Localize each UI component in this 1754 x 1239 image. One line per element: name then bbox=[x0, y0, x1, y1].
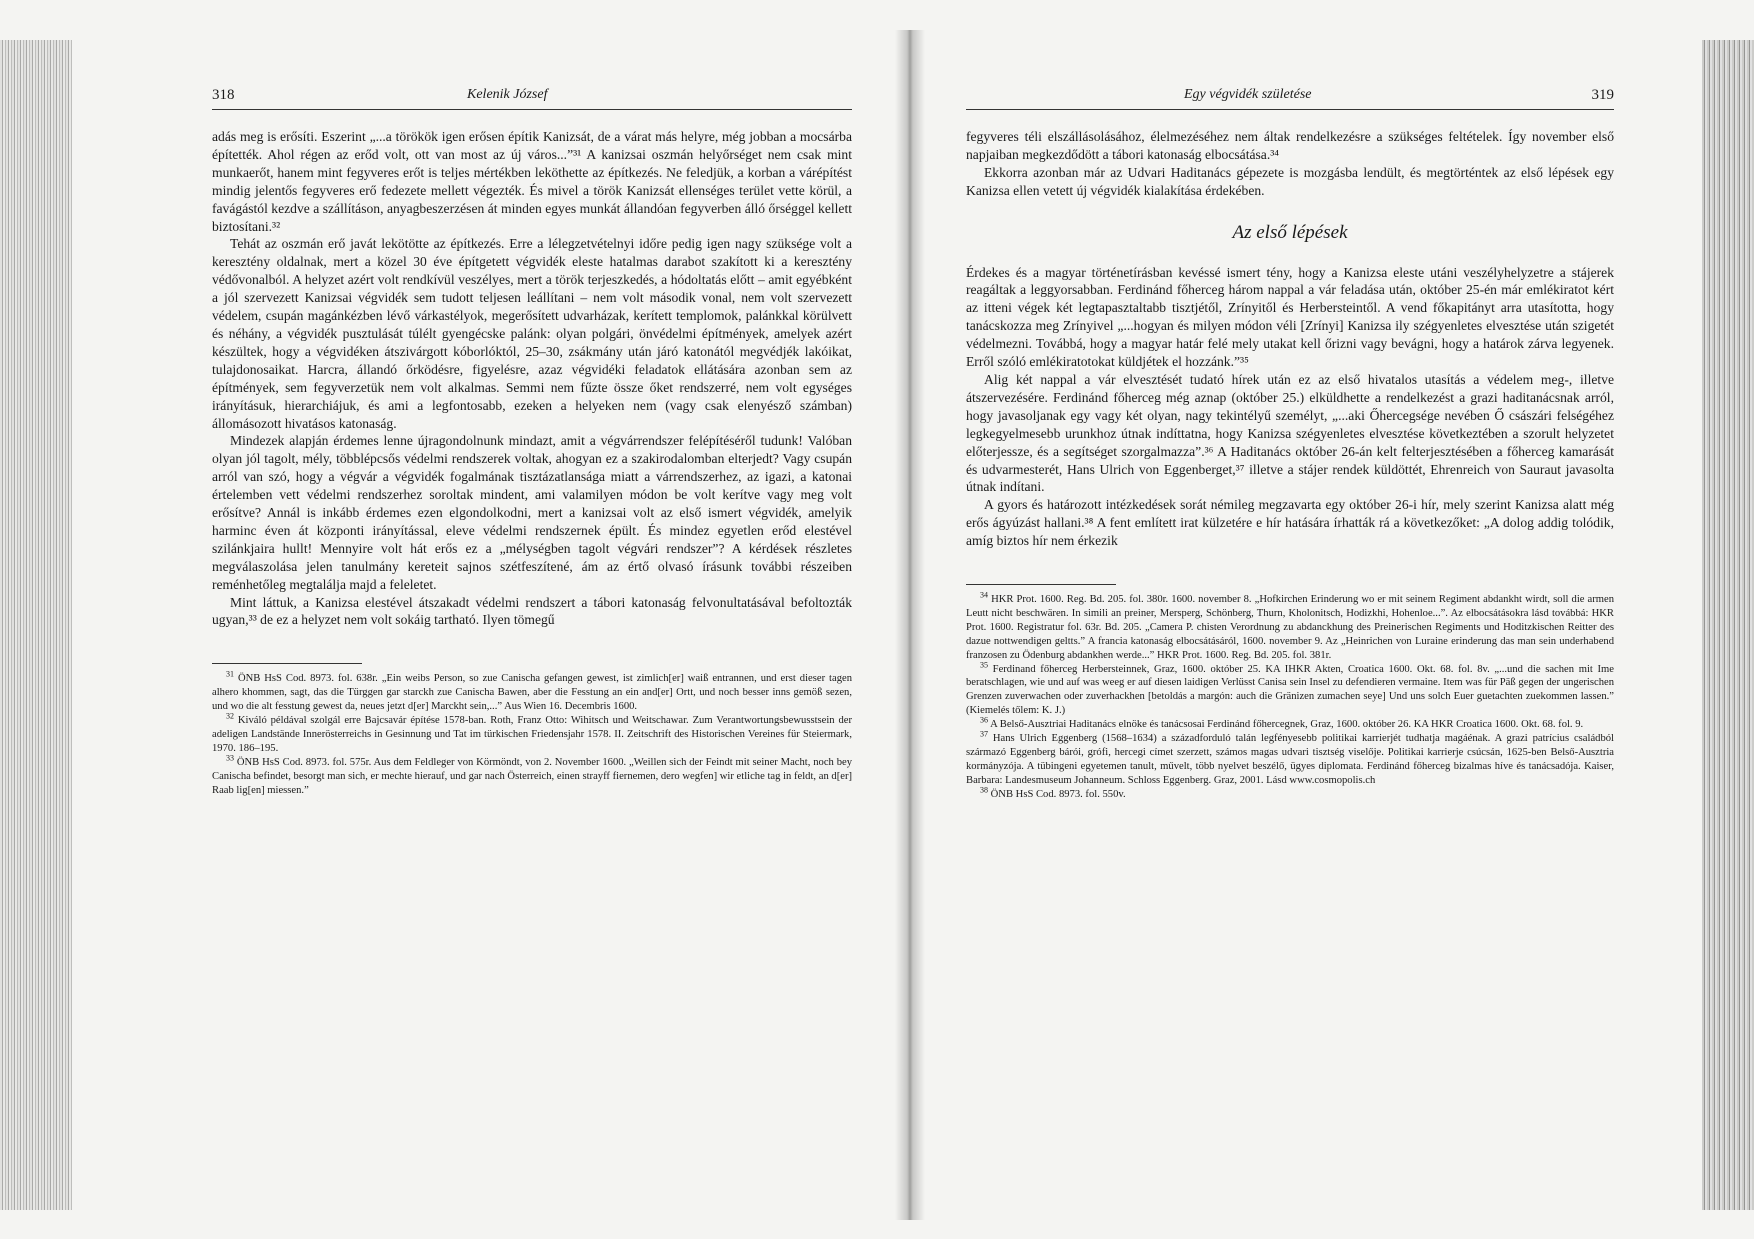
footnote-text: HKR Prot. 1600. Reg. Bd. 205. fol. 380r. 1600. november 8. „Hofkirchen Erinderung wo er mit seinem Regiment abdankht wirdt, soll die armen Leutt nicht beschwären. In simili an preiner, Mersperg, Schönberg, Thurn, Kholonitsch, Hodizkhi, Hohenloe...”. Az elbocsátásokra lásd továbbá: HKR Prot. 1600. Registratur fol. 63r. Bd. 205. „Camera P. chisten Verordnung zu abdanckhung des Preinerischen Regiments und Hoditzkischen Reitter des dazue nottwendigen geltts.” A francia katonaság elbocsátásáról, 1600. november 9. Az „Heinrichen von Luraine erinderung das man sein underhabend franzosen zu Ödenburg abdankhen werde...” HKR Prot. 1600. Reg. Bd. 205. fol. 381r. bbox=[966, 594, 1614, 661]
footnote-mark: 36 bbox=[980, 715, 988, 725]
footnote-mark: 37 bbox=[980, 729, 988, 739]
paragraph: Mindezek alapján érdemes lenne újragondolnunk mindazt, amit a végvárrendszer felépítéséről tudunk! Valóban olyan jól tagolt, mély, többlépcsős védelmi rendszerek voltak, ahogyan ez a szakirodalomban elterjedt? Vagy csupán arról van szó, hogy a végvár a végvidék fogalmának tisztázatlansága miatt a várrendszerhez, az igazi, a katonai értelemben vett védelmi rendszerhez soroltak mindent, ami valamilyen módon be volt kerítve vagy meg volt erősítve? Annál is inkább érdemes ezen elgondolkodni, mert a kanizsai volt az első ismert végvidék, amelyik harminc éven át központi irányítással, eleve védelmi rendszernek épült. És mindez egyetlen erőd elestével szilánkjaira hullt! Mennyire volt hát erős ez a „mélységben tagolt végvári rendszer”? A kérdések részletes megválaszolása jelen tanulmány kereteit sajnos szétfeszítené, ám az értő olvasó írásunk további részeiben reménhetőleg megtalálja majd a feleletet. bbox=[212, 433, 852, 592]
paragraph: Tehát az oszmán erő javát lekötötte az építkezés. Erre a lélegzetvételnyi időre pedig igen nagy szüksége volt a keresztény oldalnak, mert a közel 30 éve építgetett végvidék eleste hatalmas darabot szakított ki a keresztény védővonalból. A helyzet azért volt rendkívül veszélyes, mert a török terjeszkedés, a hódoltatás előtt – amit egyébként a jól szervezett Kanizsai végvidék sem tudott teljesen leállítani – nem volt második vonal, nem volt szervezett védelem, csupán magánkézben lévő várkastélyok, megerősített udvarházak, kerített templomok, palánkkal körülvett és néhány, a végvidék pusztulását túlélt gyengécske palánk: olyan polgári, önvédelmi építmények, amelyek azért készültek, hogy a végvidéken átszivárgott kóborlóktól, 25–30, zsákmány után járó katonától megvédjék lakóikat, tulajdonosaikat. Harcra, állandó őrködésre, figyelésre, azaz végvidéki feladatok ellátására azonban sem az építmények, sem fegyverzetük nem volt alkalmas. Semmi nem fűzte össze őket rendszerré, nem volt egységes irányításuk, hierarchiájuk, és ami a legfontosabb, ezeken a helyeken nem (vagy csak elenyésző számban) állomásozott hivatásos katonaság. bbox=[212, 236, 852, 431]
left-running-title: Kelenik József bbox=[467, 87, 548, 102]
left-body-text bbox=[212, 128, 852, 629]
paragraph: Ekkorra azonban már az Udvari Haditanács gépezete is mozgásba lendült, és megtörténtek az első lépések egy Kanizsa ellen vetett új végvidék kialakítása érdekében. bbox=[966, 164, 1614, 198]
footnote bbox=[966, 715, 1614, 732]
footnote-mark: 35 bbox=[980, 660, 988, 670]
footnote-mark: 38 bbox=[980, 785, 988, 795]
left-page-number: 318 bbox=[212, 87, 235, 103]
right-running-title: Egy végvidék születése bbox=[1184, 87, 1312, 102]
footnote-text: ÖNB HsS Cod. 8973. fol. 550v. bbox=[990, 788, 1126, 800]
right-page bbox=[966, 85, 1614, 802]
right-footnotes bbox=[966, 590, 1614, 802]
footnote bbox=[966, 729, 1614, 788]
footnote bbox=[966, 590, 1614, 663]
footnote bbox=[212, 669, 852, 714]
right-body-text bbox=[966, 128, 1614, 550]
footnote bbox=[212, 753, 853, 798]
left-page bbox=[212, 85, 852, 798]
page-edge-right bbox=[1702, 40, 1754, 1210]
paragraph: A gyors és határozott intézkedések sorát némileg megzavarta egy október 26-i hír, mely szerint Kanizsa alatt még erős ágyúzást hallani.³⁸ A fent említett irat külzetére e hír hatására írhatták rá a következőket: „A dolog addig tolódik, amíg biztos hír nem érkezik bbox=[966, 497, 1614, 549]
footnote-rule bbox=[212, 663, 362, 664]
footnote-text: Ferdinand főherceg Herbersteinnek, Graz, 1600. október 25. KA IHKR Akten, Croatica 1600. Okt. 68. fol. 8v. „...und die sachen mit Ime beratschlagen, wie und auf was weeg er auf diesen laidigen Verlüsst Canisa sein Insel zu defendieren vermaine. Item was für Päß gegen der ungerischen Grenzen zuverwachen oder zuverhackhen [betoldás a margón: auch die Gränizen zumachen seye] Und uns solch Euer guetachten zuekommen lassen.” (Kiemelés tőlem: K. J.) bbox=[966, 663, 1614, 717]
right-running-head bbox=[966, 85, 1614, 110]
footnote-text: ÖNB HsS Cod. 8973. fol. 638r. „Ein weibs Person, so zue Canischa gefangen gewest, ist zimlich[er] waiß entrannen, und erst dieser tagen alhero khommen, sagt, das die Türggen gar starckh zue Canischa Bawen, aber die Fesstung an ein and[er] Ortt, und noch besser inns gemöß sezen, und wo die alt fesstung gewest da, neues jetzt d[er] Marckht sein,...” Aus Wien 16. Decembris 1600. bbox=[212, 673, 852, 713]
section-heading: Az első lépések bbox=[1232, 221, 1348, 243]
footnote bbox=[212, 711, 852, 756]
right-page-number: 319 bbox=[1591, 87, 1614, 103]
footnote-rule bbox=[966, 584, 1116, 585]
footnote-text: Kiváló példával szolgál erre Bajcsavár építése 1578-ban. Roth, Franz Otto: Wihitsch und Weitschawar. Zum Verantwortungsbewusstsein der adeligen Landstände Innerösterreichs in Gesinnung und Tat im türkischen Friedensjahr 1578. II. Zeitschrift des Historischen Vereines für Steiermark, 1970. 186–195. bbox=[212, 715, 852, 754]
left-footnotes bbox=[212, 669, 853, 797]
page-edge-left bbox=[0, 40, 72, 1210]
left-running-head bbox=[212, 85, 852, 110]
footnote-mark: 33 bbox=[226, 753, 234, 763]
paragraph: Mint láttuk, a Kanizsa elestével átszakadt védelmi rendszert a tábori katonaság felvonultatásával befoltozták ugyan,³³ de ez a helyzet nem volt sokáig tartható. Ilyen tömegű bbox=[212, 594, 852, 628]
paragraph: Érdekes és a magyar történetírásban kevéssé ismert tény, hogy a Kanizsa eleste utáni veszélyhelyzetre a stájerek reagáltak a leggyorsabban. Ferdinánd főherceg három nappal a vár feladása után, október 25-én már emlékiratot kért az itteni végek két legtapasztaltabb tisztjétől, Zrínyitől és Herbersteintől. A vend főkapitányt arra utasította, hogy tanácskozza meg Zrínyivel „...hogyan és milyen módon véli [Zrínyi] Kanizsa ily szégyenletes elvesztése után szigetét védelmezni. Továbbá, hogy a magyar határ felé mely utakat kell őrizni vagy bevágni, hogy a határok zárva legyenek. Erről szóló emlékiratotokat küldjétek el hozzánk.”³⁵ bbox=[966, 264, 1614, 370]
book-gutter bbox=[895, 30, 925, 1220]
paragraph: fegyveres téli elszállásolásához, élelmezéséhez nem áltak rendelkezésre a szükséges feltételek. Így november első napjaiban megkezdődött a tábori katonaság elbocsátása.³⁴ bbox=[966, 129, 1614, 162]
footnote bbox=[966, 660, 1614, 719]
paragraph: adás meg is erősíti. Eszerint „...a törökök igen erősen építik Kanizsát, de a várat más helyre, még jobban a mocsárba építették. Ahol régen az erőd volt, ott van most az új város...”³¹ A kanizsai oszmán helyőrséget nem csak mint munkaerőt, hanem mint fegyveres erőt is teljes mértékben leköthette az építkezés. Ne feledjük, a korban a várépítést mindig jelentős fegyveres erő fedezete mellett végezték. És mivel a török Kanizsát ellenséges terület vette körül, a favágástól kezdve a szállításon, anyagbeszerzésen át minden egyes munkát állandóan fegyverben álló őrséggel kellett biztosítani.³² bbox=[212, 129, 852, 234]
footnote-text: ÖNB HsS Cod. 8973. fol. 575r. Aus dem Feldleger von Körmöndt, von 2. November 1600. „Weillen sich der Feindt mit seiner Macht, noch bey Canischa befindet, besorgt man sich, er mechte hierauf, und gar nach Österreich, einen strayff fiernemen, dero wegfen] wir etliche tag in feldt, an d[er] Raab lig[en] miessen.” bbox=[212, 756, 853, 796]
footnote-mark: 34 bbox=[980, 590, 988, 600]
paragraph: Alig két nappal a vár elvesztését tudató hírek után ez az első hivatalos utasítás a védelem meg-, illetve átszervezésére. Ferdinánd főherceg még aznap (október 25.) elküldhette a rendelkezést a grazi haditanácsnak arról, hogy javasoljanak egy vagy két olyan, nagy tekintélyű személyt, „...aki Őhercegsége nevében Ő császári felségéhez legkegyelmesebb urunkhoz útnak indíttatna, hogy Kanizsa szégyenletes elvesztése következtében a szorult helyzetet előterjessze, és a segítséget szorgalmazza”.³⁶ A Haditanács október 26-án kelt felterjesztésében a főherceg kamarását és udvarmesterét, Hans Ulrich von Eggenberget,³⁷ illetve a stájer rendek küldöttét, Ehrenreich von Sauraut javasolta útnak indítani. bbox=[966, 371, 1614, 495]
footnote-mark: 32 bbox=[226, 711, 234, 721]
footnote-text: Hans Ulrich Eggenberg (1568–1634) a századforduló talán legfényesebb politikai karrierjét tudhatja magáénak. A grazi patrícius családból származó Eggenberg bárói, grófi, hercegi címet szerzett, számos magas udvari tisztség viselője. Politikai karrierje csúcsán, 1625-ben Belső-Ausztria kormányzója. A tübingeni egyetemen tanult, művelt, több nyelvet beszélő, ügyes diplomata. Ferdinánd főherceg bizalmas híve és tanácsadója. Kaiser, Barbara: Landesmuseum Johanneum. Schloss Eggenberg. Graz, 2001. Lásd www.cosmopolis.ch bbox=[966, 733, 1614, 786]
footnote-mark: 31 bbox=[226, 669, 234, 679]
footnote bbox=[966, 785, 1614, 802]
footnote-text: A Belső-Ausztriai Haditanács elnöke és tanácsosai Ferdinánd főhercegnek, Graz, 1600. október 26. KA HKR Croatica 1600. Okt. 68. fol. 9. bbox=[990, 719, 1584, 731]
